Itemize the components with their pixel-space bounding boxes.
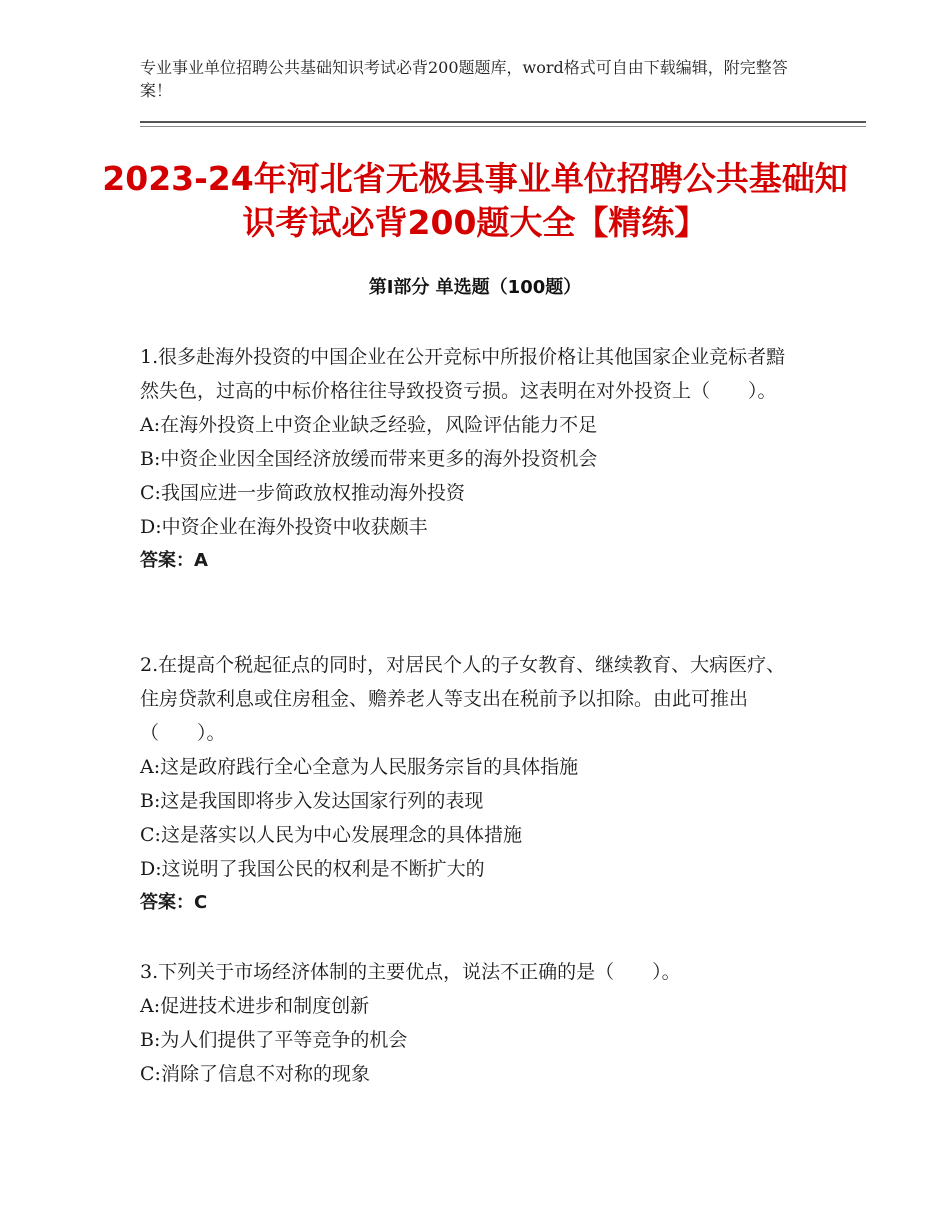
option-b: B:为人们提供了平等竞争的机会 xyxy=(140,1029,408,1051)
option-b: B:中资企业因全国经济放缓而带来更多的海外投资机会 xyxy=(140,448,598,470)
question-3 xyxy=(140,955,800,1091)
option-a: A:在海外投资上中资企业缺乏经验，风险评估能力不足 xyxy=(140,414,598,436)
question-stem: 2.在提高个税起征点的同时，对居民个人的子女教育、继续教育、大病医疗、住房贷款利息或住房租金、赡养老人等支出在税前予以扣除。由此可推出（ ）。 xyxy=(140,654,786,744)
question-1 xyxy=(140,340,800,578)
answer-key: 答案：A xyxy=(140,550,208,571)
header-divider-thin xyxy=(140,126,866,127)
option-a: A:这是政府践行全心全意为人民服务宗旨的具体指施 xyxy=(140,756,579,778)
document-title: 2023-24年河北省无极县事业单位招聘公共基础知识考试必背200题大全【精练】 xyxy=(102,159,848,242)
section-heading: 第Ⅰ部分 单选题（100题） xyxy=(368,277,582,298)
question-stem: 3.下列关于市场经济体制的主要优点，说法不正确的是（ ）。 xyxy=(140,961,681,983)
question-stem: 1.很多赴海外投资的中国企业在公开竞标中所报价格让其他国家企业竞标者黯然失色，过高的中标价格往往导致投资亏损。这表明在对外投资上（ ）。 xyxy=(140,346,786,402)
header-divider xyxy=(140,121,866,123)
answer-key: 答案：C xyxy=(140,892,208,913)
option-c: C:这是落实以人民为中心发展理念的具体措施 xyxy=(140,824,522,846)
option-d: D:这说明了我国公民的权利是不断扩大的 xyxy=(140,858,485,880)
option-c: C:消除了信息不对称的现象 xyxy=(140,1063,370,1085)
option-b: B:这是我国即将步入发达国家行列的表现 xyxy=(140,790,484,812)
option-d: D:中资企业在海外投资中收获颇丰 xyxy=(140,516,428,538)
header-note: 专业事业单位招聘公共基础知识考试必背200题题库，word格式可自由下载编辑，附完整答案！ xyxy=(140,58,788,100)
question-2 xyxy=(140,648,800,920)
option-c: C:我国应进一步简政放权推动海外投资 xyxy=(140,482,465,504)
option-a: A:促进技术进步和制度创新 xyxy=(140,995,370,1017)
